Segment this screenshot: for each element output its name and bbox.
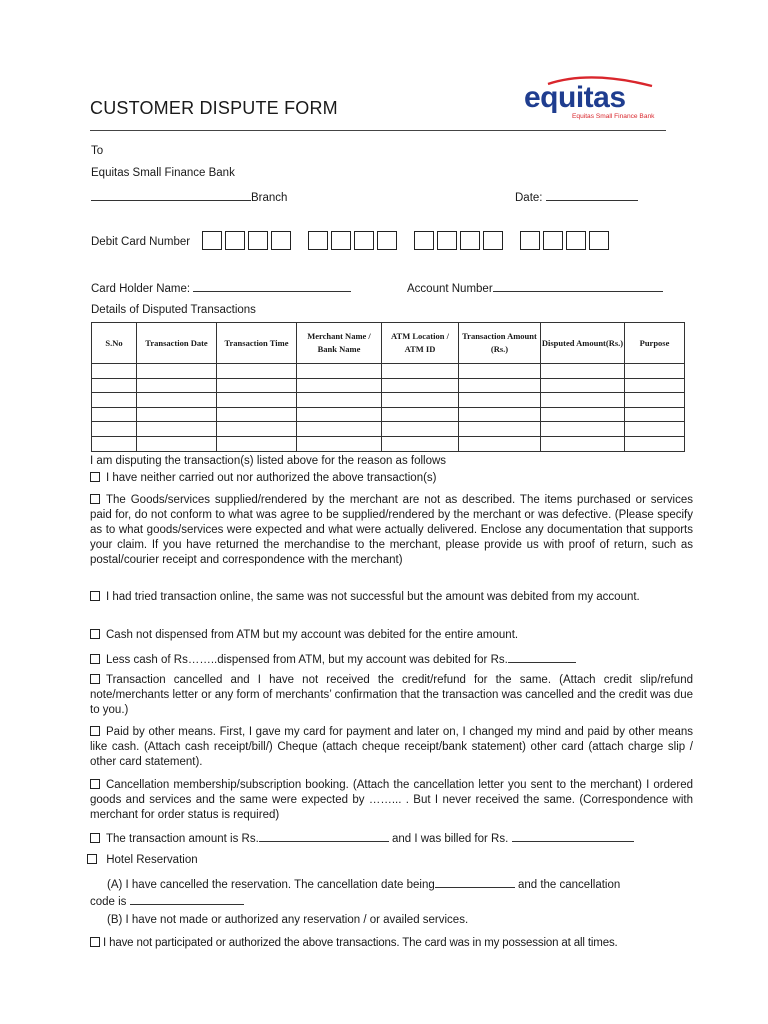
reason-text: The transaction amount is Rs. [106,833,259,845]
card-digit-group [202,231,294,252]
transactions-body [92,364,685,452]
reason-text: I had tried transaction online, the same was not successful but the amount was debited from my account. [106,591,640,603]
reason-text: Cash not dispensed from ATM but my account was debited for the entire amount. [106,629,519,641]
table-cell[interactable] [217,407,297,422]
debited-amount-field[interactable] [508,651,576,663]
table-cell[interactable] [541,378,625,393]
reason-text: Hotel Reservation [106,854,198,866]
reason-checkbox[interactable] [90,779,100,789]
column-header: Transaction Date [137,323,217,364]
card-digit-box[interactable] [225,231,245,250]
table-cell[interactable] [297,378,382,393]
table-cell[interactable] [217,436,297,451]
logo-subtitle: Equitas Small Finance Bank [572,113,655,120]
account-row [407,280,663,297]
table-cell[interactable] [459,407,541,422]
table-header-row [92,323,685,364]
card-digit-group [414,231,506,252]
date-label: Date: [515,192,543,204]
table-cell[interactable] [459,422,541,437]
reason-checkbox[interactable] [90,591,100,601]
reason-text: code is [90,896,127,908]
reason-text: (B) I have not made or authorized any reservation / or availed services. [107,914,469,926]
account-field[interactable] [493,280,663,292]
card-digit-group [520,231,612,252]
table-cell[interactable] [382,378,459,393]
to-label: To [91,145,104,157]
branch-field[interactable] [91,189,251,201]
card-digit-box[interactable] [414,231,434,250]
card-digit-box[interactable] [271,231,291,250]
reason-item [90,493,693,568]
reason-item [87,853,690,868]
reason-checkbox[interactable] [90,833,100,843]
card-digit-box[interactable] [331,231,351,250]
table-cell[interactable] [92,393,137,408]
reason-item [90,673,693,718]
table-cell[interactable] [541,436,625,451]
reason-text: I have not participated or authorized the above transactions. The card was in my possession at all times. [103,937,618,949]
table-cell[interactable] [217,422,297,437]
debit-card-number-boxes [202,231,626,252]
table-cell[interactable] [382,393,459,408]
table-row [92,364,685,379]
transactions-heading: Details of Disputed Transactions [91,304,256,316]
reason-text: and I was billed for Rs. [391,833,509,845]
table-cell[interactable] [382,364,459,379]
logo-text: equitas [524,81,626,114]
table-cell[interactable] [459,393,541,408]
reason-checkbox[interactable] [90,654,100,664]
transactions-table [91,322,685,452]
billed-amount-field[interactable] [512,830,634,842]
transaction-amount-field[interactable] [259,830,389,842]
reason-intro: I am disputing the transaction(s) listed above for the reason as follows [90,455,447,467]
card-digit-box[interactable] [520,231,540,250]
table-cell[interactable] [92,436,137,451]
table-cell[interactable] [92,378,137,393]
reason-item [90,628,693,643]
page-title: CUSTOMER DISPUTE FORM [90,98,338,118]
reason-item [90,471,693,486]
table-row [92,422,685,437]
table-row [92,393,685,408]
branch-label: Branch [251,192,288,204]
hotel-option-a [90,876,693,910]
bank-name: Equitas Small Finance Bank [91,167,235,179]
card-digit-box[interactable] [437,231,457,250]
reason-item [90,936,693,951]
table-cell[interactable] [137,378,217,393]
reason-checkbox[interactable] [90,937,100,947]
table-cell[interactable] [137,436,217,451]
table-cell[interactable] [92,422,137,437]
reason-text: Cancellation membership/subscription booking. (Attach the cancellation letter you sent to the merchant) I ordered goods and services and the same were expected by ……... . But I never received the same. (Correspondence with merchant for order status is required) [90,779,693,821]
table-cell[interactable] [625,378,685,393]
branch-row [91,189,287,206]
table-cell[interactable] [625,364,685,379]
table-cell[interactable] [137,364,217,379]
card-digit-box[interactable] [566,231,586,250]
reason-item [90,590,693,605]
reason-checkbox[interactable] [90,674,100,684]
table-cell[interactable] [459,378,541,393]
hotel-option-b [90,913,693,928]
reason-checkbox[interactable] [90,726,100,736]
table-row [92,436,685,451]
table-cell[interactable] [217,378,297,393]
reason-text: and the cancellation [517,879,621,891]
reason-text: I have neither carried out nor authorized the above transaction(s) [106,472,437,484]
reason-text: Less cash of Rs……..dispensed from ATM, but my account was debited for Rs. [106,654,508,666]
table-cell[interactable] [541,364,625,379]
column-header: Purpose [625,323,685,364]
table-cell[interactable] [625,422,685,437]
table-cell[interactable] [541,422,625,437]
account-label: Account Number [407,283,493,295]
reason-text: Paid by other means. First, I gave my card for payment and later on, I changed my mind and paid by other means like cash. (Attach cash receipt/bill/) Cheque (attach cheque receipt/bank statement) other card (attach charge slip / other card statement). [90,726,693,768]
table-row [92,407,685,422]
reason-checkbox[interactable] [90,629,100,639]
table-cell[interactable] [625,407,685,422]
table-cell[interactable] [137,393,217,408]
date-field[interactable] [546,189,638,201]
table-cell[interactable] [625,393,685,408]
card-digit-box[interactable] [377,231,397,250]
card-digit-box[interactable] [543,231,563,250]
table-cell[interactable] [625,436,685,451]
reason-item [90,725,693,770]
header-divider [90,130,666,131]
table-cell[interactable] [137,422,217,437]
table-cell[interactable] [297,436,382,451]
reason-checkbox[interactable] [90,494,100,504]
table-cell[interactable] [382,407,459,422]
column-header: Merchant Name / Bank Name [297,323,382,364]
reason-text: (A) I have cancelled the reservation. The cancellation date being [107,879,435,891]
card-holder-field[interactable] [193,280,351,292]
date-row [515,189,638,206]
reason-item [90,778,693,823]
reason-item [90,830,693,847]
table-cell[interactable] [92,364,137,379]
table-cell[interactable] [382,422,459,437]
reason-checkbox[interactable] [87,854,97,864]
reason-text: The Goods/services supplied/rendered by the merchant are not as described. The items purchased or services paid for, do not conform to what was agree to be supplied/rendered by the merchant or was defective. (Please specify as to what goods/services were expected and what were actually delivered. Enclose any documentation that supports your claim. If you have returned the merchandise to the merchant, please provide us with proof of return, such as postal/courier receipt and correspondence with the merchant) [90,494,693,566]
reason-checkbox[interactable] [90,472,100,482]
card-digit-box[interactable] [202,231,222,250]
card-holder-row [91,280,351,297]
table-cell[interactable] [459,436,541,451]
card-digit-group [308,231,400,252]
column-header: ATM Location / ATM ID [382,323,459,364]
reason-item [90,651,693,668]
table-row [92,378,685,393]
table-cell[interactable] [297,393,382,408]
table-cell[interactable] [541,407,625,422]
reason-text: Transaction cancelled and I have not received the credit/refund for the same. (Attach credit slip/refund note/merchants letter or any form of merchants’ confirmation that the transaction was cancelled and the credit was due to you.) [90,674,693,716]
cancellation-date-field[interactable] [435,876,515,888]
debit-card-label: Debit Card Number [91,236,191,248]
card-digit-box[interactable] [354,231,374,250]
card-digit-box[interactable] [483,231,503,250]
table-cell[interactable] [92,407,137,422]
card-digit-box[interactable] [589,231,609,250]
table-cell[interactable] [297,422,382,437]
table-cell[interactable] [541,393,625,408]
card-digit-box[interactable] [460,231,480,250]
table-cell[interactable] [297,407,382,422]
card-digit-box[interactable] [248,231,268,250]
table-cell[interactable] [137,407,217,422]
table-cell[interactable] [217,364,297,379]
table-cell[interactable] [217,393,297,408]
table-cell[interactable] [459,364,541,379]
cancellation-code-field[interactable] [130,893,244,905]
card-holder-label: Card Holder Name: [91,283,191,295]
column-header: Transaction Amount (Rs.) [459,323,541,364]
table-cell[interactable] [382,436,459,451]
column-header: Transaction Time [217,323,297,364]
table-cell[interactable] [297,364,382,379]
column-header: Disputed Amount(Rs.) [541,323,625,364]
equitas-logo [520,74,672,122]
column-header: S.No [92,323,137,364]
card-digit-box[interactable] [308,231,328,250]
